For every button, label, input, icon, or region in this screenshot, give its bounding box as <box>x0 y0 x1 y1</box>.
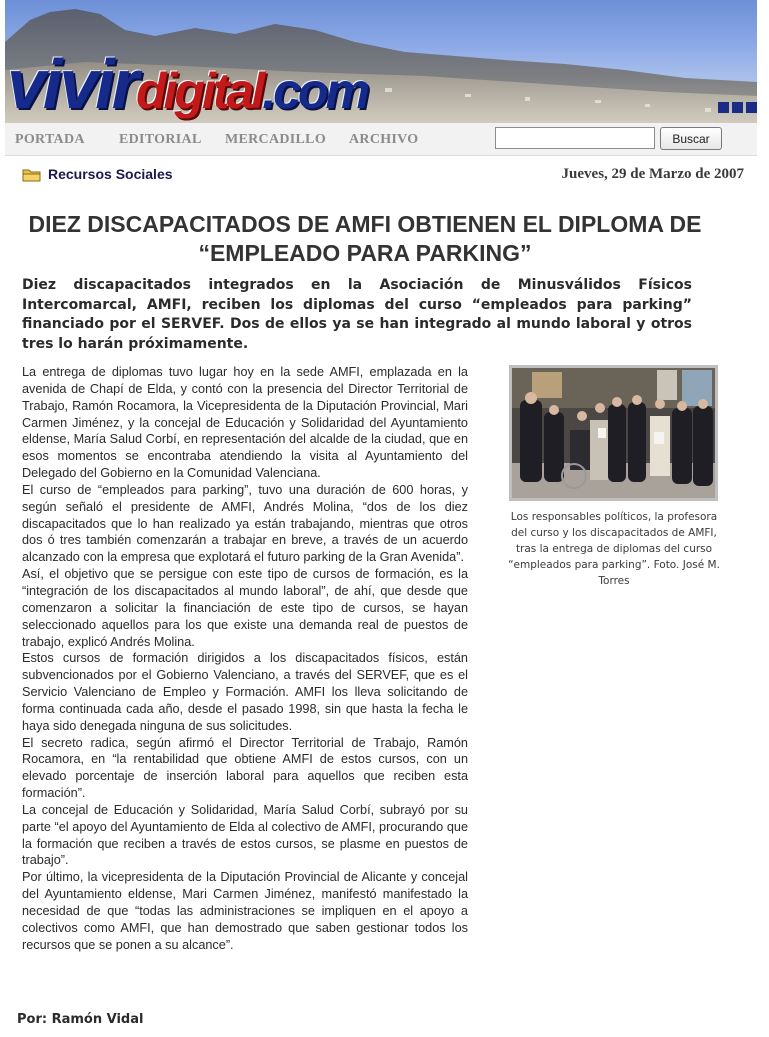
banner-decoration <box>718 102 757 113</box>
square-icon <box>732 102 743 113</box>
body-paragraph: La concejal de Educación y Solidaridad, María Salud Corbí, subrayó por su parte “el apoyo del Ayuntamiento de Elda al colectivo de AMFI, procurando que la formación que reciben a través de estos cursos, se plasme en puestos de trabajo”. <box>22 802 468 868</box>
article-photo[interactable] <box>509 365 718 501</box>
body-paragraph: La entrega de diplomas tuvo lugar hoy en la sede AMFI, emplazada en la avenida de Chapí de Elda, y contó con la presencia del Director Territorial de Trabajo, Ramón Rocamora, la Vicepresidenta de la Diputación Provincial, Mari Carmen Jiménez, y la concejal de Educación y Solidaridad del Ayuntamiento eldense, María Salud Corbí, en representación del alcalde de la ciudad, que en esos momentos se encontraba atendiendo la visita al Ayuntamiento del Delegado del Gobierno en la Comunidad Valenciana. <box>22 365 468 481</box>
photo-caption: Los responsables políticos, la profesora del curso y los discapacitados de AMFI, tras la entrega de diplomas del curso “empleados para parking”. Foto. José M. Torres <box>508 511 720 587</box>
main-nav <box>5 123 757 156</box>
search-input[interactable] <box>495 127 655 149</box>
logo-com-text: .com <box>262 63 367 119</box>
article-lead: Diez discapacitados integrados en la Asociación de Minusválidos Físicos Intercomarcal, AMFI, reciben los diplomas del curso “empleados para parking” financiado por el SERVEF. Dos de ellos ya se han integrado al mundo laboral y otros tres lo harán próximamente. <box>22 277 692 352</box>
body-paragraph: El curso de “empleados para parking”, tuvo una duración de 600 horas, y según señaló el presidente de AMFI, Andrés Molina, “dos de los diez discapacitados que lo han realizado ya están trabajando, mientras que otros dos ó tres también comenzarán a trabajar en breve, a través de un acuerdo alcanzado con la empresa que explotará el futuro parking de la Gran Avenida”. <box>22 482 468 565</box>
article-body <box>22 364 468 954</box>
folder-icon <box>22 167 42 183</box>
group-photo-image <box>512 368 715 498</box>
site-logo[interactable] <box>7 44 367 123</box>
article-author: Por: Ramón Vidal <box>17 1012 144 1027</box>
nav-item-portada[interactable]: PORTADA <box>15 132 85 147</box>
body-paragraph: Por último, la vicepresidenta de la Diputación Provincial de Alicante y concejal del Ayuntamiento eldense, Mari Carmen Jiménez, manifestó manifestado la necesidad de que “todas las administraciones se impliquen en el apoyo a colectivos como AMFI, que han demostrado que saben gestionar todos los recursos que se ponen a su alcance”. <box>22 870 468 952</box>
nav-item-archivo[interactable]: ARCHIVO <box>349 132 419 147</box>
logo-digital-text: digital <box>136 63 263 119</box>
logo-vivir-text: vivir <box>7 45 136 123</box>
square-icon <box>718 102 729 113</box>
nav-item-mercadillo[interactable]: MERCADILLO <box>225 132 327 147</box>
square-icon <box>746 102 757 113</box>
nav-item-editorial[interactable]: EDITORIAL <box>119 132 202 147</box>
publication-date: Jueves, 29 de Marzo de 2007 <box>561 166 744 182</box>
body-paragraph: Estos cursos de formación dirigidos a los discapacitados físicos, están subvencionados por el Gobierno Valenciano, a través del SERVEF, que es el Servicio Valenciano de Empleo y Formación. AMFI los lleva solicitando de forma continuada cada año, desde el pasado 1998, sin que hasta la fecha le haya sido denegada ninguna de sus solicitudes. <box>22 651 468 733</box>
body-paragraph: Así, el objetivo que se persigue con este tipo de cursos de formación, es la “integración de los discapacitados al mundo laboral”, de ahí, que desde que comenzaron a solicitar la financiación de este tipo de cursos, se hayan seleccionado aquellos para los que existe una demanda real de puestos de trabajo, explicó Andrés Molina. <box>22 567 468 649</box>
section-link[interactable]: Recursos Sociales <box>48 166 173 182</box>
header-banner <box>5 0 757 123</box>
search-button[interactable]: Buscar <box>660 127 722 150</box>
body-paragraph: El secreto radica, según afirmó el Director Territorial de Trabajo, Ramón Rocamora, en “la rentabilidad que obtiene AMFI de estos cursos, con un elevado porcentaje de inserción laboral para aquellos que reciben esta formación”. <box>22 735 468 801</box>
article-headline: DIEZ DISCAPACITADOS DE AMFI OBTIENEN EL DIPLOMA DE “EMPLEADO PARA PARKING” <box>28 211 702 266</box>
